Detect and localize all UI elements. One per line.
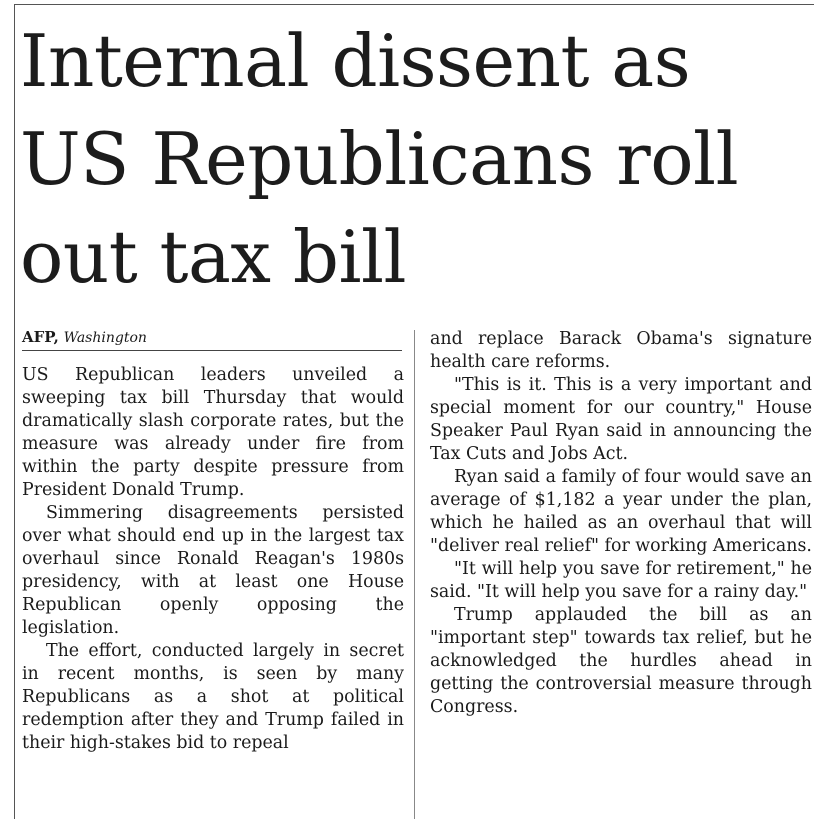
left-border-rule [14, 4, 15, 819]
headline: Internal dissent as US Republicans roll out tax bill [20, 19, 739, 299]
column-divider [414, 330, 415, 819]
byline-location: Washington [63, 330, 147, 346]
paragraph: "This is it. This is a very important and special moment for our country," House Speaker Paul Ryan said in announcing the Tax Cuts and Jobs Act. [430, 375, 812, 464]
paragraph: "It will help you save for retirement," he said. "It will help you save for a rainy day." [430, 559, 812, 602]
paragraph: The effort, conducted largely in secret in recent months, is seen by many Republicans as a shot at political redemption after they and Trump failed in their high-stakes bid to repeal [22, 641, 404, 753]
article-column-2 [430, 328, 812, 719]
paragraph: Simmering disagreements persisted over what should end up in the largest tax overhaul since Ronald Reagan's 1980s presidency, with at least one House Republican openly opposing the legislation. [22, 503, 404, 638]
byline-agency: AFP, [22, 328, 59, 346]
article-column-1 [22, 364, 404, 755]
paragraph: Ryan said a family of four would save an average of $1,182 a year under the plan, which he hailed as an overhaul that will "deliver real relief" for working Americans. [430, 467, 812, 556]
paragraph: Trump applauded the bill as an "important step" towards tax relief, but he acknowledged the hurdles ahead in getting the controversial measure through Congress. [430, 605, 812, 717]
paragraph: and replace Barack Obama's signature health care reforms. [430, 329, 812, 372]
byline [22, 328, 402, 351]
paragraph: US Republican leaders unveiled a sweeping tax bill Thursday that would dramatically slash corporate rates, but the measure was already under fire from within the party despite pressure from President Donald Trump. [22, 365, 404, 500]
top-border-rule [14, 4, 814, 5]
